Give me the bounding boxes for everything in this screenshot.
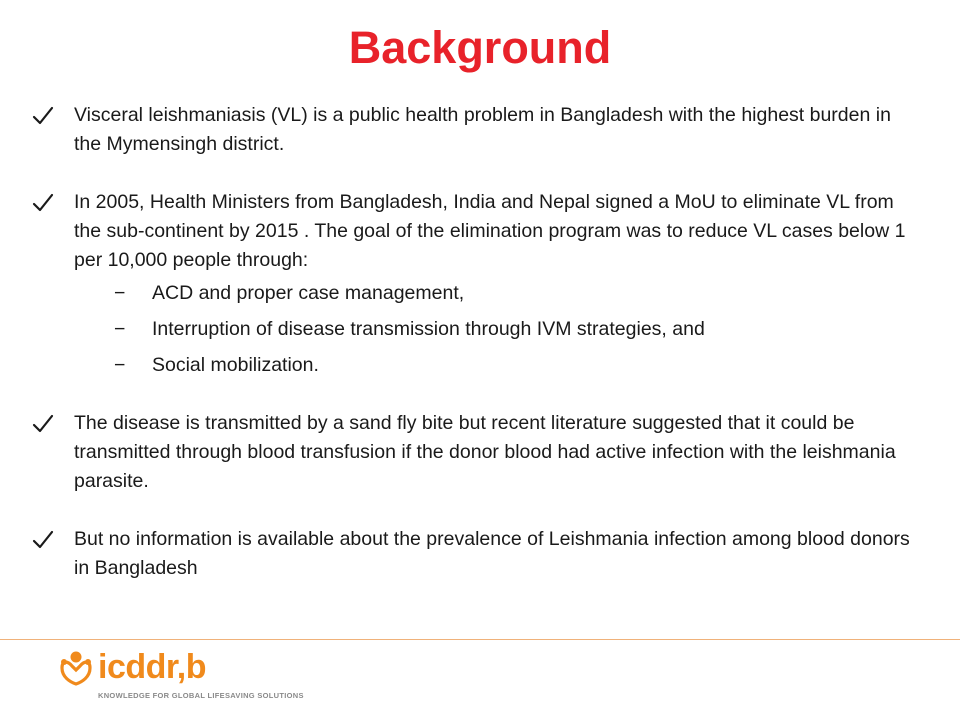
bullet-text: But no information is available about the prevalence of Leishmania infection among blood donors in Bangladesh bbox=[74, 528, 910, 579]
sub-bullet-text: Interruption of disease transmission through IVM strategies, and bbox=[152, 318, 705, 340]
dash-marker: − bbox=[114, 282, 126, 304]
dash-marker: − bbox=[114, 318, 126, 340]
bullet-item bbox=[32, 101, 912, 159]
sub-bullet-item bbox=[74, 315, 912, 344]
bullet-text: Visceral leishmaniasis (VL) is a public health problem in Bangladesh with the highest burden in the Mymensingh district. bbox=[74, 104, 891, 155]
logo-tagline: KNOWLEDGE FOR GLOBAL LIFESAVING SOLUTIONS bbox=[98, 691, 304, 700]
checkmark-icon bbox=[32, 529, 54, 551]
bullet-text: The disease is transmitted by a sand fly bite but recent literature suggested that it could be transmitted through blood transfusion if the donor blood had active infection with the leishmania parasite. bbox=[74, 412, 896, 492]
sub-bullet-item bbox=[74, 279, 912, 308]
sub-bullet-list bbox=[74, 279, 912, 380]
footer-divider bbox=[0, 639, 960, 640]
sub-bullet-text: ACD and proper case management, bbox=[152, 282, 465, 304]
bullet-list bbox=[32, 101, 912, 612]
sub-bullet-item bbox=[74, 351, 912, 380]
icddrb-people-logo-icon bbox=[56, 648, 96, 688]
bullet-item bbox=[32, 409, 912, 496]
dash-marker: − bbox=[114, 354, 126, 376]
slide-title: Background bbox=[348, 22, 612, 73]
checkmark-icon bbox=[32, 105, 54, 127]
checkmark-icon bbox=[32, 192, 54, 214]
bullet-text: In 2005, Health Ministers from Bangladesh, India and Nepal signed a MoU to eliminate VL from the sub-continent by 2015 . The goal of the elimination program was to reduce VL cases below 1 per 10,000 people through: bbox=[74, 191, 906, 271]
sub-bullet-text: Social mobilization. bbox=[152, 354, 319, 376]
bullet-item bbox=[32, 188, 912, 380]
icddrb-logo bbox=[56, 646, 304, 706]
checkmark-icon bbox=[32, 413, 54, 435]
logo-name: icddr,b bbox=[98, 648, 206, 686]
bullet-item bbox=[32, 525, 912, 583]
